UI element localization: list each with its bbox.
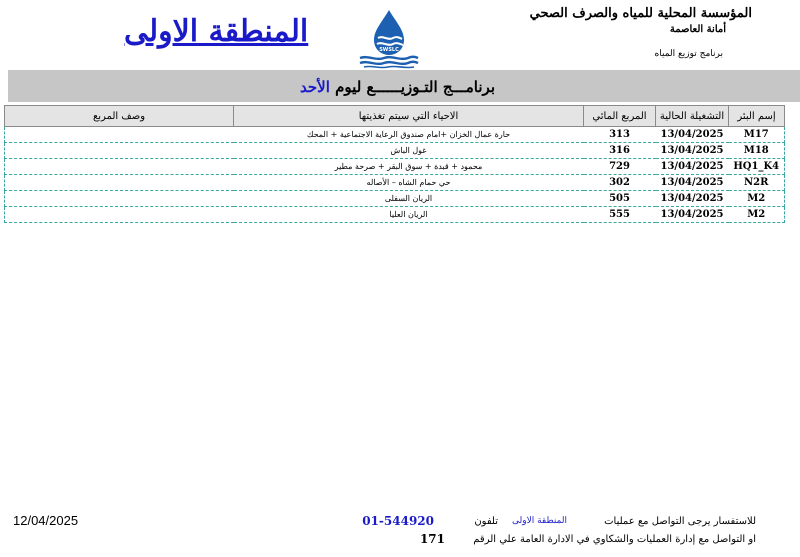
col-header-date: التشغيلة الحالية <box>656 106 729 127</box>
schedule-title-day: الأحد <box>300 78 330 96</box>
cell-desc <box>5 191 234 207</box>
cell-date: 13/04/2025 <box>656 175 729 191</box>
cell-desc <box>5 143 234 159</box>
cell-well: M2 <box>729 207 785 223</box>
footer-date: 12/04/2025 <box>13 513 79 528</box>
table-header-row <box>5 106 785 127</box>
schedule-table <box>4 105 785 223</box>
footer-region: المنطقة الاولى <box>511 516 567 526</box>
cell-well: N2R <box>729 175 785 191</box>
org-program: برنامج توزيع المياه <box>654 49 723 59</box>
cell-date: 13/04/2025 <box>656 159 729 175</box>
col-header-well: إسم البئر <box>729 106 785 127</box>
org-logo <box>352 8 426 70</box>
cell-well: HQ1_K4 <box>729 159 785 175</box>
cell-areas: حارة عمال الخزان +امام صندوق الرعاية الاجتماعية + المحك <box>234 127 584 143</box>
cell-areas: الريان العليا <box>234 207 584 223</box>
table-row <box>5 127 785 143</box>
cell-desc <box>5 127 234 143</box>
cell-square: 505 <box>584 191 656 207</box>
table-row <box>5 143 785 159</box>
logo-text: SWSLC <box>379 47 399 53</box>
footer-phone-label: تلفون <box>474 516 498 527</box>
cell-well: M18 <box>729 143 785 159</box>
col-header-areas: الاحياء التي سيتم تغذيتها <box>234 106 584 127</box>
cell-areas: غول الباش <box>234 143 584 159</box>
cell-desc <box>5 207 234 223</box>
table-row <box>5 191 785 207</box>
org-subtitle: أمانة العاصمة <box>669 24 726 35</box>
cell-well: M17 <box>729 127 785 143</box>
cell-areas: الريان السفلى <box>234 191 584 207</box>
cell-square: 555 <box>584 207 656 223</box>
cell-square: 729 <box>584 159 656 175</box>
cell-well: M2 <box>729 191 785 207</box>
cell-date: 13/04/2025 <box>656 191 729 207</box>
cell-desc <box>5 175 234 191</box>
table-row <box>5 207 785 223</box>
footer-phone-number: 01-544920 <box>362 514 434 528</box>
footer-complaints-text: او التواصل مع إدارة العمليات والشكاوي في الادارة العامة علي الرقم <box>473 534 756 545</box>
region-title: المنطقة الاولى <box>124 14 309 49</box>
cell-date: 13/04/2025 <box>656 207 729 223</box>
cell-areas: حي حمام الشاه – الأصاله <box>234 175 584 191</box>
cell-square: 313 <box>584 127 656 143</box>
table-row <box>5 159 785 175</box>
col-header-desc: وصف المربع <box>5 106 234 127</box>
footer-complaints-number: 171 <box>419 532 445 546</box>
schedule-title-prefix: برنامـــج التـوزيــــــع ليوم <box>335 78 495 96</box>
cell-date: 13/04/2025 <box>656 143 729 159</box>
cell-square: 302 <box>584 175 656 191</box>
cell-areas: محمود + قبدة + سوق البقر + صرحة مطير <box>234 159 584 175</box>
org-name: المؤسسة المحلية للمياه والصرف الصحي <box>529 6 752 21</box>
schedule-title <box>300 78 495 96</box>
cell-date: 13/04/2025 <box>656 127 729 143</box>
col-header-square: المربع المائي <box>584 106 656 127</box>
footer-contact-text: للاستفسار يرجى التواصل مع عمليات <box>604 516 756 527</box>
table-row <box>5 175 785 191</box>
cell-desc <box>5 159 234 175</box>
cell-square: 316 <box>584 143 656 159</box>
